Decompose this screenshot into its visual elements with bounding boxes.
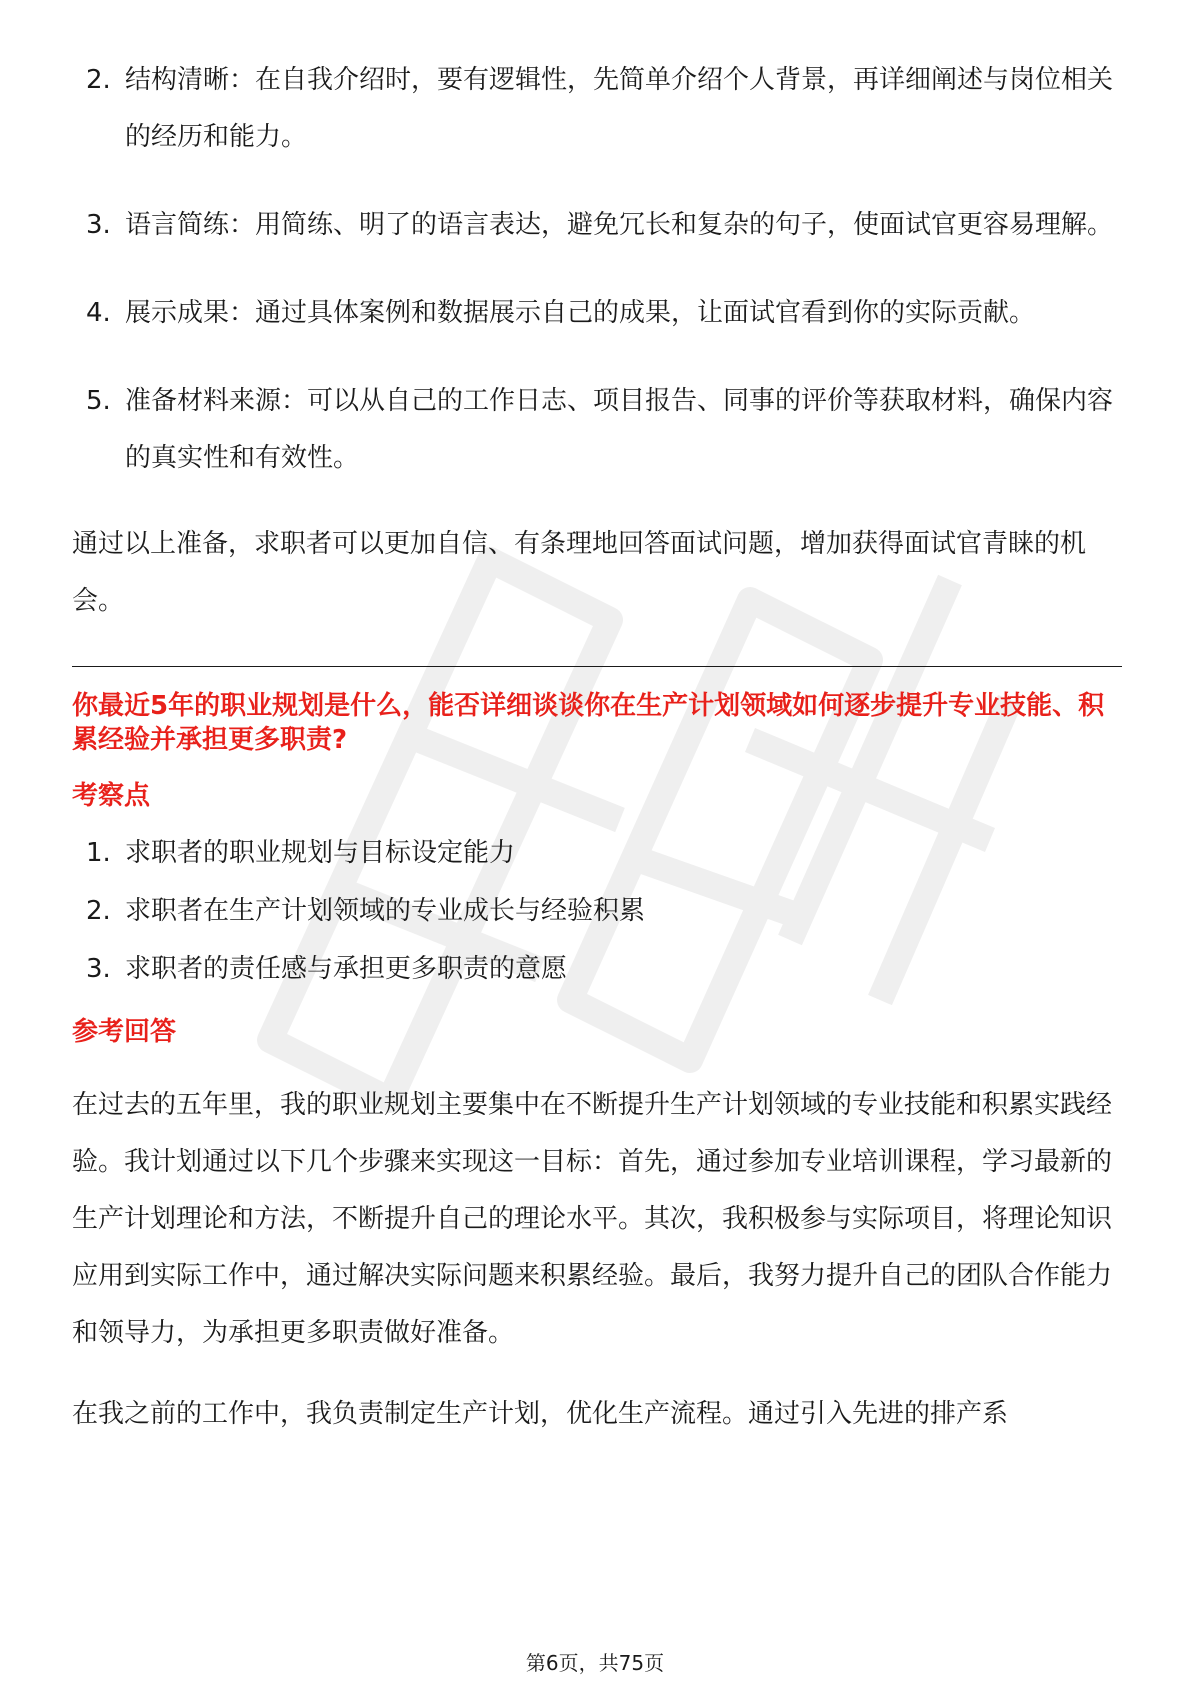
assessment-points-list xyxy=(72,827,1118,995)
list-item-number: 4. xyxy=(86,298,111,328)
points-heading: 考察点 xyxy=(72,781,151,811)
list-item xyxy=(72,52,1118,166)
preparation-tips-list xyxy=(72,52,1118,487)
list-item xyxy=(72,943,1118,995)
list-item-text: 语言简练：用简练、明了的语言表达，避免冗长和复杂的句子，使面试官更容易理解。 xyxy=(125,210,1114,240)
list-item-text: 求职者的职业规划与目标设定能力 xyxy=(125,838,516,868)
list-item-text: 求职者的责任感与承担更多职责的意愿 xyxy=(125,954,568,984)
list-item-number: 2. xyxy=(86,65,111,95)
list-item xyxy=(72,885,1118,937)
list-item-number: 1. xyxy=(86,838,111,868)
list-item-number: 5. xyxy=(86,386,111,416)
list-item-text: 结构清晰：在自我介绍时，要有逻辑性，先简单介绍个人背景，再详细阐述与岗位相关的经历和能力。 xyxy=(125,65,1114,152)
page-footer: 第6页，共75页 xyxy=(525,1651,665,1675)
list-item-number: 3. xyxy=(86,954,111,984)
list-item xyxy=(72,285,1118,342)
list-item xyxy=(72,827,1118,879)
page-content xyxy=(72,52,1118,1443)
list-item xyxy=(72,373,1118,487)
question-title: 你最近5年的职业规划是什么，能否详细谈谈你在生产计划领域如何逐步提升专业技能、积累经验并承担更多职责? xyxy=(72,691,1105,755)
list-item-text: 展示成果：通过具体案例和数据展示自己的成果，让面试官看到你的实际贡献。 xyxy=(125,298,1036,328)
answer-paragraph: 在我之前的工作中，我负责制定生产计划，优化生产流程。通过引入先进的排产系 xyxy=(72,1399,1009,1429)
answer-heading: 参考回答 xyxy=(72,1017,177,1047)
list-item-number: 2. xyxy=(86,896,111,926)
list-item xyxy=(72,197,1118,254)
list-item-text: 准备材料来源：可以从自己的工作日志、项目报告、同事的评价等获取材料，确保内容的真实性和有效性。 xyxy=(125,386,1114,473)
section-divider xyxy=(72,666,1122,667)
summary-paragraph: 通过以上准备，求职者可以更加自信、有条理地回答面试问题，增加获得面试官青睐的机会。 xyxy=(72,529,1087,616)
list-item-number: 3. xyxy=(86,210,111,240)
answer-paragraph: 在过去的五年里，我的职业规划主要集中在不断提升生产计划领域的专业技能和积累实践经验。我计划通过以下几个步骤来实现这一目标：首先，通过参加专业培训课程，学习最新的生产计划理论和方法，不断提升自己的理论水平。其次，我积极参与实际项目，将理论知识应用到实际工作中，通过解决实际问题来积累经验。最后，我努力提升自己的团队合作能力和领导力，为承担更多职责做好准备。 xyxy=(72,1090,1113,1348)
list-item-text: 求职者在生产计划领域的专业成长与经验积累 xyxy=(125,896,646,926)
